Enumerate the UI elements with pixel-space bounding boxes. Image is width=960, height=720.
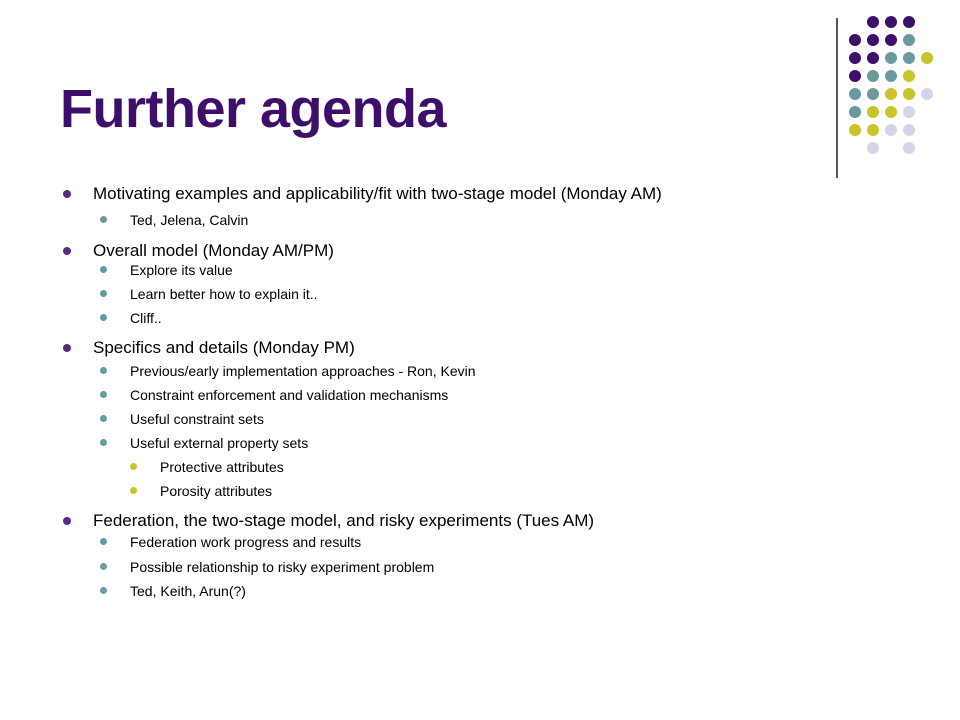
bullet-icon — [63, 190, 71, 198]
decorative-dot — [867, 106, 879, 118]
agenda-item-text: Explore its value — [130, 262, 233, 278]
decorative-dot — [849, 88, 861, 100]
decorative-dot — [867, 34, 879, 46]
decorative-dot — [867, 70, 879, 82]
agenda-item-text: Porosity attributes — [160, 483, 273, 499]
decorative-dot — [867, 124, 879, 136]
agenda-item-level-3 — [160, 459, 284, 475]
slide-title: Further agenda — [60, 79, 447, 139]
agenda-item-level-1 — [93, 338, 355, 358]
agenda-item-level-2 — [130, 262, 233, 278]
agenda-item-text: Learn better how to explain it.. — [130, 286, 318, 302]
decorative-dot — [885, 106, 897, 118]
agenda-item-text: Cliff.. — [130, 310, 162, 326]
decorative-dot — [885, 52, 897, 64]
agenda-item-level-1 — [93, 184, 662, 204]
agenda-item-text: Useful external property sets — [130, 435, 309, 451]
bullet-icon — [100, 367, 107, 374]
agenda-item-text: Motivating examples and applicability/fit with two-stage model (Monday AM) — [93, 184, 662, 203]
decorative-vertical-line — [836, 18, 838, 178]
agenda-item-text: Federation, the two-stage model, and risky experiments (Tues AM) — [93, 511, 595, 530]
bullet-icon — [100, 415, 107, 422]
agenda-item-text: Useful constraint sets — [130, 411, 264, 427]
agenda-item-text: Possible relationship to risky experiment problem — [130, 559, 435, 575]
bullet-icon — [100, 563, 107, 570]
decorative-dot — [903, 106, 915, 118]
decorative-dot — [885, 34, 897, 46]
bullet-icon — [100, 538, 107, 545]
decorative-dot — [885, 16, 897, 28]
decorative-dot — [903, 88, 915, 100]
agenda-item-level-2 — [130, 534, 361, 550]
bullet-icon — [130, 487, 137, 494]
decorative-dot — [885, 124, 897, 136]
decorative-dot — [849, 34, 861, 46]
decorative-dot — [867, 88, 879, 100]
agenda-item-text: Federation work progress and results — [130, 534, 362, 550]
decorative-dot — [885, 70, 897, 82]
decorative-dot — [903, 70, 915, 82]
agenda-item-level-2 — [130, 435, 308, 451]
decorative-dot — [903, 52, 915, 64]
decorative-dot — [867, 142, 879, 154]
decorative-dot — [849, 52, 861, 64]
decorative-dot — [867, 52, 879, 64]
bullet-icon — [100, 314, 107, 321]
bullet-icon — [100, 587, 107, 594]
decorative-dot — [903, 34, 915, 46]
decorative-dot — [849, 106, 861, 118]
bullet-icon — [63, 247, 71, 255]
agenda-item-text: Ted, Jelena, Calvin — [130, 212, 249, 228]
bullet-icon — [100, 439, 107, 446]
decorative-dot — [849, 70, 861, 82]
bullet-icon — [130, 463, 137, 470]
bullet-icon — [63, 517, 71, 525]
agenda-item-text: Overall model (Monday AM/PM) — [93, 241, 334, 260]
decorative-dot — [867, 16, 879, 28]
agenda-item-level-2 — [130, 411, 264, 427]
decorative-dot — [921, 88, 933, 100]
decorative-dot — [921, 52, 933, 64]
bullet-icon — [63, 344, 71, 352]
agenda-item-level-2 — [130, 310, 162, 326]
agenda-item-level-2 — [130, 212, 248, 228]
agenda-item-level-3 — [160, 483, 272, 499]
agenda-item-level-2 — [130, 583, 246, 599]
agenda-item-text: Specifics and details (Monday PM) — [93, 338, 355, 357]
decorative-dot — [903, 142, 915, 154]
bullet-icon — [100, 391, 107, 398]
agenda-item-text: Constraint enforcement and validation mechanisms — [130, 387, 449, 403]
decorative-dot — [885, 88, 897, 100]
agenda-item-level-2 — [130, 286, 318, 302]
agenda-item-text: Protective attributes — [160, 459, 284, 475]
agenda-item-level-2 — [130, 387, 448, 403]
decorative-dot — [903, 16, 915, 28]
agenda-item-text: Previous/early implementation approaches - Ron, Kevin — [130, 363, 476, 379]
bullet-icon — [100, 216, 107, 223]
bullet-icon — [100, 266, 107, 273]
agenda-item-level-1 — [93, 241, 334, 261]
decorative-dot — [903, 124, 915, 136]
bullet-icon — [100, 290, 107, 297]
agenda-item-level-2 — [130, 363, 476, 379]
agenda-item-text: Ted, Keith, Arun(?) — [130, 583, 246, 599]
agenda-item-level-2 — [130, 559, 434, 575]
agenda-item-level-1 — [93, 511, 594, 531]
decorative-dot — [849, 124, 861, 136]
